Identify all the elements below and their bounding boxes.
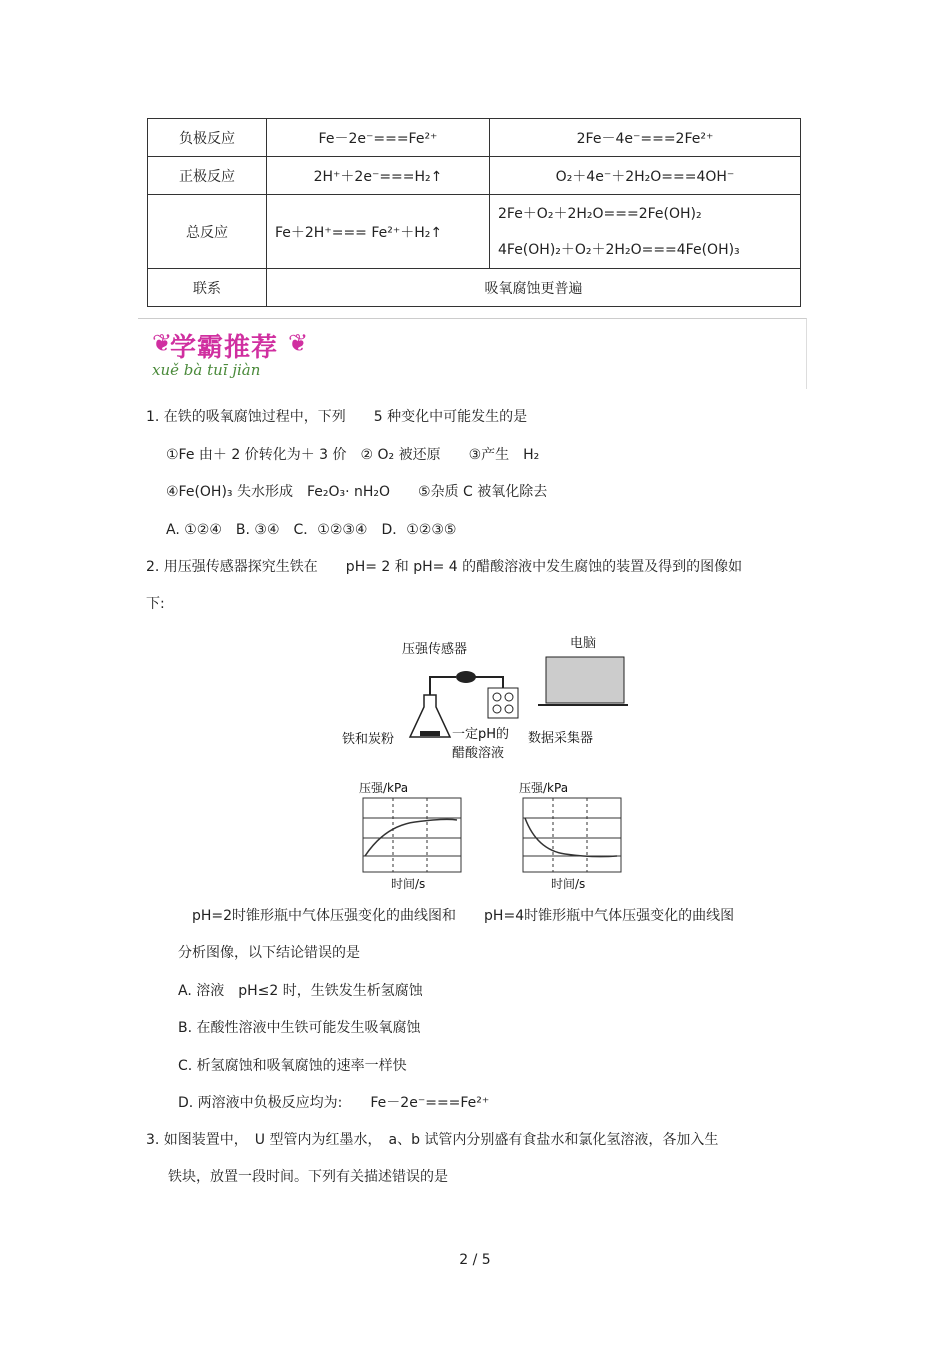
row-label: 总反应 <box>148 195 267 269</box>
q1-options: A. ①②④ B. ③④ C．①②③④ D．①②③⑤ <box>166 522 457 538</box>
pressure-charts <box>355 778 630 893</box>
label-iron: 铁和炭粉 <box>342 732 395 747</box>
cable <box>474 677 503 688</box>
table-row <box>148 195 801 269</box>
chart1-ylabel: 压强/kPa <box>359 781 409 795</box>
table-row <box>148 269 801 307</box>
label-collector: 数据采集器 <box>528 731 594 746</box>
q3-stem-2: 铁块，放置一段时间。下列有关描述错误的是 <box>168 1169 448 1185</box>
cell-hydrogen: Fe＋2H⁺=== Fe²⁺＋H₂↑ <box>267 195 490 269</box>
q1-line1: ①Fe 由＋ 2 价转化为＋ 3 价 ② O₂ 被还原 ③产生 H₂ <box>166 447 540 463</box>
label-computer: 电脑 <box>570 636 597 651</box>
q2-option-c: C. 析氢腐蚀和吸氧腐蚀的速率一样快 <box>178 1058 407 1074</box>
cell-relation: 吸氧腐蚀更普遍 <box>267 269 801 307</box>
chart2-ylabel: 压强/kPa <box>519 781 569 795</box>
cell-oxygen: O₂＋4e⁻＋2H₂O===4OH⁻ <box>490 157 801 195</box>
ornament-left-icon: ❦ <box>152 329 173 357</box>
q2-option-a: A. 溶液 pH≤2 时，生铁发生析氢腐蚀 <box>178 983 423 999</box>
cell-hydrogen: 2H⁺＋2e⁻===H₂↑ <box>267 157 490 195</box>
chart1-frame <box>363 798 461 872</box>
computer-screen <box>546 657 624 703</box>
q1-line2: ④Fe(OH)₃ 失水形成 Fe₂O₃· nH₂O ⑤杂质 C 被氧化除去 <box>166 484 548 500</box>
row-label: 正极反应 <box>148 157 267 195</box>
conical-flask-icon <box>410 695 450 737</box>
q2-option-d: D. 两溶液中负极反应均为: Fe－2e⁻===Fe²⁺ <box>178 1095 490 1111</box>
figure-caption: pH=2时锥形瓶中气体压强变化的曲线图和 pH=4时锥形瓶中气体压强变化的曲线图 <box>192 908 735 924</box>
page-number: 2 / 5 <box>459 1252 491 1268</box>
cell-hydrogen: Fe－2e⁻===Fe²⁺ <box>267 119 490 157</box>
q2-option-b: B. 在酸性溶液中生铁可能发生吸氧腐蚀 <box>178 1020 421 1036</box>
label-acid-1: 一定pH的 <box>452 727 510 742</box>
q2-stem-1: 2. 用压强传感器探究生铁在 pH= 2 和 pH= 4 的醋酸溶液中发生腐蚀的装置及得到的图像如 <box>146 559 743 575</box>
chart2-frame <box>523 798 621 872</box>
q3-stem-1: 3. 如图装置中， U 型管内为红墨水， a、b 试管内分别盛有食盐水和氯化氢溶液，各加入生 <box>146 1132 719 1148</box>
brand-logo <box>150 323 310 383</box>
chart1-xlabel: 时间/s <box>391 877 426 891</box>
table-row <box>148 157 801 195</box>
chart2-xlabel: 时间/s <box>551 877 586 891</box>
oxygen-total-1: 2Fe＋O₂＋2H₂O===2Fe(OH)₂ <box>498 205 702 222</box>
row-label: 联系 <box>148 269 267 307</box>
cell-oxygen <box>490 195 801 269</box>
row-label: 负极反应 <box>148 119 267 157</box>
table-row <box>148 119 801 157</box>
brand-pinyin: xuě bà tuī jiàn <box>152 361 261 379</box>
ornament-right-icon: ❦ <box>288 329 309 357</box>
brand-title: 学霸推荐 <box>170 333 279 363</box>
chart2-curve <box>525 818 617 857</box>
oxygen-total-2: 4Fe(OH)₂＋O₂＋2H₂O===4Fe(OH)₃ <box>498 241 740 258</box>
label-acid-2: 醋酸溶液 <box>452 746 505 761</box>
q1-stem: 1. 在铁的吸氧腐蚀过程中，下列 5 种变化中可能发生的是 <box>146 409 528 425</box>
data-collector-box <box>488 688 518 718</box>
corrosion-table <box>147 118 801 307</box>
q2-stem-2: 下: <box>146 596 165 612</box>
sensor-icon <box>456 671 476 683</box>
cell-oxygen: 2Fe－4e⁻===2Fe²⁺ <box>490 119 801 157</box>
label-sensor: 压强传感器 <box>402 642 468 657</box>
q2-prompt: 分析图像，以下结论错误的是 <box>178 945 360 961</box>
